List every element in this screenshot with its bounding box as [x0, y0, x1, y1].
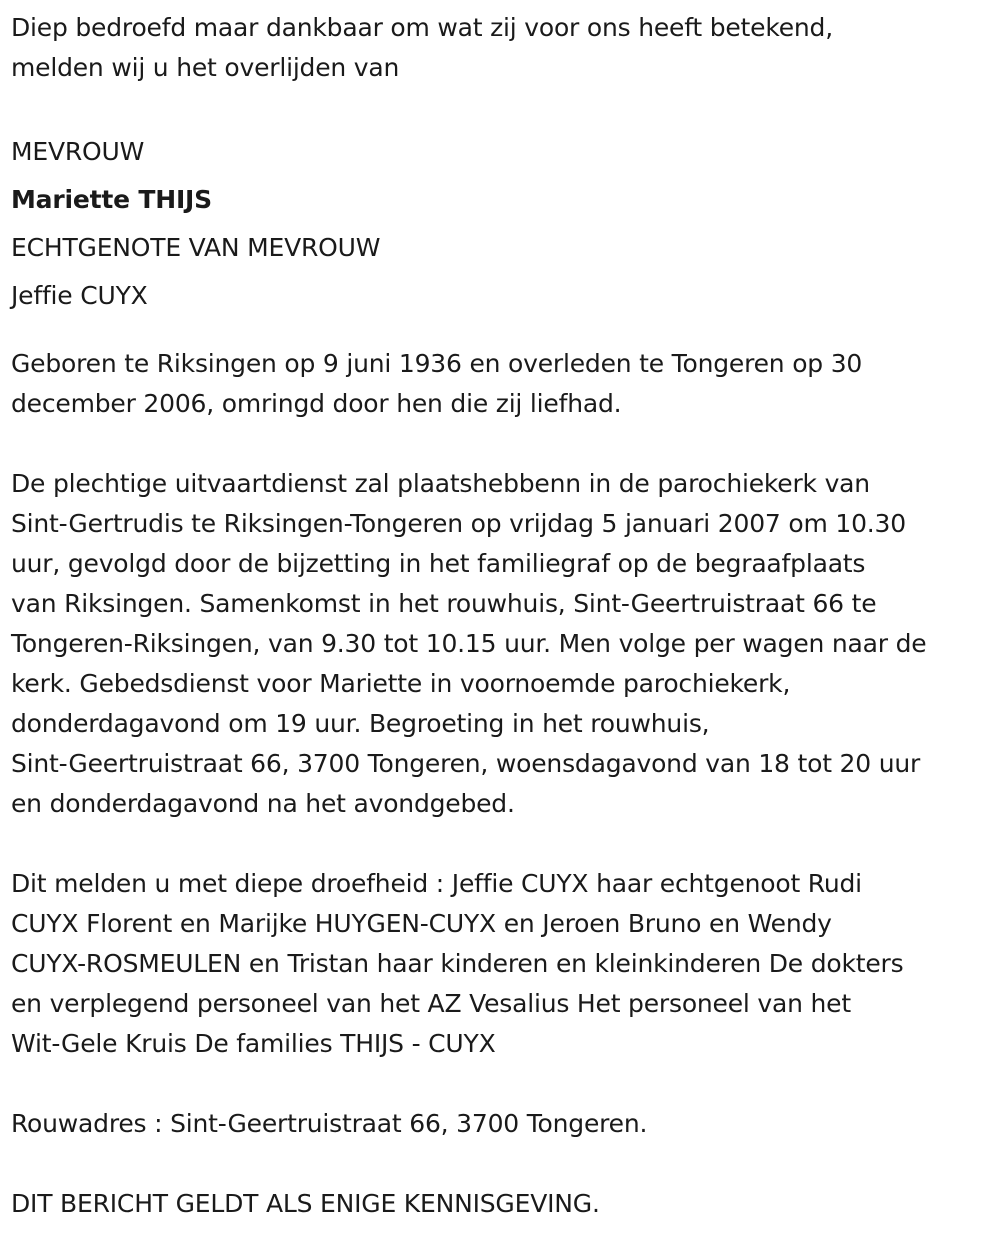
person-name: Mariette THIJS [11, 185, 212, 214]
spacer [11, 88, 1000, 128]
person-relation: ECHTGENOTE VAN MEVROUW [11, 233, 381, 262]
intro-line-2: melden wij u het overlijden van [11, 53, 400, 82]
intro-paragraph [11, 8, 1000, 88]
spacer [11, 1064, 1000, 1104]
spacer [11, 824, 1000, 864]
funeral-line: van Riksingen. Samenkomst in het rouwhuis, Sint-Geertruistraat 66 te [11, 589, 877, 618]
spacer [11, 1144, 1000, 1184]
birth-line-1: Geboren te Riksingen op 9 juni 1936 en overleden te Tongeren op 30 [11, 349, 863, 378]
family-line: CUYX Florent en Marijke HUYGEN-CUYX en Jeroen Bruno en Wendy [11, 909, 832, 938]
funeral-line: Sint-Geertruistraat 66, 3700 Tongeren, woensdagavond van 18 tot 20 uur [11, 749, 921, 778]
spacer [11, 424, 1000, 464]
funeral-line: en donderdagavond na het avondgebed. [11, 789, 515, 818]
family-line: Dit melden u met diepe droefheid : Jeffie CUYX haar echtgenoot Rudi [11, 869, 862, 898]
person-block [11, 128, 1000, 320]
funeral-line: Sint-Gertrudis te Riksingen-Tongeren op vrijdag 5 januari 2007 om 10.30 [11, 509, 906, 538]
funeral-line: donderdagavond om 19 uur. Begroeting in het rouwhuis, [11, 709, 710, 738]
family-paragraph [11, 864, 1000, 1064]
family-line: Wit-Gele Kruis De families THIJS - CUYX [11, 1029, 496, 1058]
person-title: MEVROUW [11, 137, 145, 166]
family-line: en verplegend personeel van het AZ Vesalius Het personeel van het [11, 989, 851, 1018]
notice-line: DIT BERICHT GELDT ALS ENIGE KENNISGEVING. [11, 1189, 600, 1218]
mourning-address: Rouwadres : Sint-Geertruistraat 66, 3700 Tongeren. [11, 1109, 648, 1138]
birth-paragraph [11, 344, 1000, 424]
funeral-line: uur, gevolgd door de bijzetting in het familiegraf op de begraafplaats [11, 549, 866, 578]
funeral-line: Tongeren-Riksingen, van 9.30 tot 10.15 uur. Men volge per wagen naar de [11, 629, 927, 658]
funeral-paragraph [11, 464, 1000, 824]
birth-line-2: december 2006, omringd door hen die zij liefhad. [11, 389, 622, 418]
intro-line-1: Diep bedroefd maar dankbaar om wat zij voor ons heeft betekend, [11, 13, 833, 42]
funeral-line: De plechtige uitvaartdienst zal plaatshebbenn in de parochiekerk van [11, 469, 870, 498]
spouse-name: Jeffie CUYX [11, 281, 148, 310]
spacer [11, 320, 1000, 344]
family-line: CUYX-ROSMEULEN en Tristan haar kinderen en kleinkinderen De dokters [11, 949, 904, 978]
funeral-line: kerk. Gebedsdienst voor Mariette in voornoemde parochiekerk, [11, 669, 791, 698]
